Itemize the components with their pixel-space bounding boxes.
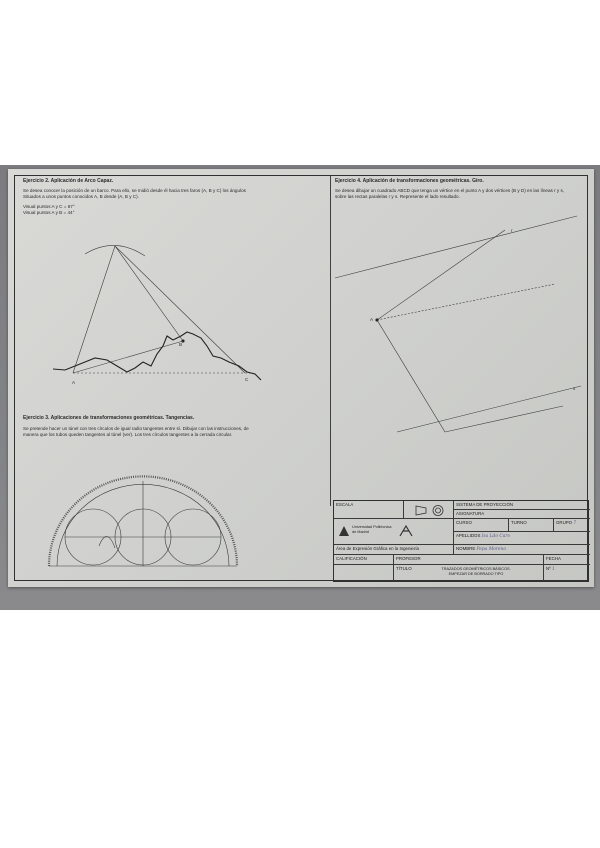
asignatura-label: ASIGNATURA (456, 511, 485, 516)
grupo-value: 7 (573, 521, 577, 526)
calificacion-cell (334, 555, 394, 565)
grupo-cell (554, 519, 590, 532)
label-a: A (370, 317, 374, 322)
numero-label: Nº (546, 566, 551, 571)
apellidos-value: Isa Ldo Caro (481, 534, 511, 539)
blank-cell (334, 565, 394, 581)
photo-background (0, 165, 600, 610)
fecha-label: FECHA (546, 556, 561, 561)
escala-cell (334, 501, 404, 519)
apellidos-label: APELLIDOS (456, 533, 481, 538)
ex4-rotation-figure (15, 176, 589, 506)
ex4-text-2: sobre las rectas paralelas r y s. Represente el lado resultado. (335, 194, 460, 199)
label-point-a: A (72, 380, 76, 385)
label-s: s (573, 386, 576, 391)
logos-cell (334, 519, 454, 545)
sistema-label: SISTEMA DE PROYECCIÓN (456, 502, 514, 507)
sistema-cell (454, 501, 590, 510)
curso-cell (454, 519, 509, 532)
turno-label: TURNO (511, 520, 527, 525)
turno-cell (509, 519, 554, 532)
ex2-text-1: Se desea conocer la posición de un barco. Para ello, se midió desde él hacia tres faros (A, B y C) los ángulos (23, 188, 246, 193)
square-side (377, 320, 445, 432)
numero-cell (544, 565, 590, 581)
profesor-label: PROFESOR (396, 556, 421, 561)
ex4-text-1: Se desea dibujar un cuadrado ABCD que tenga un vértice en el punto A y dos vértices (B y D) en las líneas r y s, (335, 188, 565, 193)
nombre-label: NOMBRE (456, 546, 476, 551)
projection-symbol-cell (404, 501, 454, 519)
profesor-cell (394, 555, 544, 565)
ex4-title: Ejercicio 4. Aplicación de transformaciones geométricas. Giro. (335, 178, 484, 184)
title-block (333, 500, 589, 582)
line-r (335, 216, 577, 278)
nombre-cell (454, 545, 590, 555)
department-cell (334, 545, 454, 555)
label-point-b: B (179, 342, 183, 347)
label-r: r (511, 228, 513, 233)
university-logo-icon (337, 524, 351, 538)
construction-arc (99, 536, 115, 548)
escala-label: ESCALA (336, 502, 354, 507)
ex2-title: Ejercicio 2. Aplicación de Arco Capaz. (23, 178, 114, 184)
square-side (377, 230, 505, 320)
label-point-c: C (245, 377, 249, 382)
ex2-angle-2: Visual puntos A y B = 44° (23, 210, 75, 215)
ex3-text-1: Se pretende hacer un túnel con tres círculos de igual radio tangentes entre sí. Dibujar con las instrucciones, de (23, 426, 249, 431)
numero-value: 1 (552, 567, 555, 572)
department-logo-icon (398, 524, 414, 538)
ex2-angle-1: Visual puntos A y C = 67° (23, 204, 75, 209)
drawing-sheet (8, 169, 594, 587)
ex3-text-2: manera que los tubos queden tangentes al túnel (ver). Los tres círculos tangentes a la cerrada circular. (23, 432, 233, 437)
titulo-cell (394, 565, 544, 581)
titulo-value: TRAZADOS GEOMÉTRICOS BÁSICOS. EMPEZAR DE BORRADO TIPO (441, 567, 511, 576)
sheet-frame (14, 175, 588, 581)
square-side (445, 406, 563, 432)
nombre-value: Pepa Moreno (476, 547, 507, 552)
point-a-marker (376, 319, 379, 322)
projection-symbol-icon (412, 503, 452, 517)
fecha-cell (544, 555, 590, 565)
line-s (397, 386, 581, 432)
curso-label: CURSO (456, 520, 472, 525)
grupo-label: GRUPO (556, 520, 573, 525)
university-name: Universidad Politécnica de Madrid (352, 525, 392, 534)
apellidos-cell (454, 532, 590, 545)
construction-line (377, 284, 555, 320)
calificacion-label: CALIFICACIÓN (336, 556, 367, 561)
asignatura-cell (454, 510, 590, 519)
department-label: Área de Expresión Gráfica en la Ingeniería (336, 546, 419, 551)
ex2-text-2: Situados a unos puntos conocidos A, B desde (A, B y C). (23, 194, 139, 199)
titulo-label: TÍTULO (396, 566, 412, 571)
ex3-title: Ejercicio 3. Aplicaciones de transformaciones geométricas. Tangencias. (23, 415, 195, 421)
